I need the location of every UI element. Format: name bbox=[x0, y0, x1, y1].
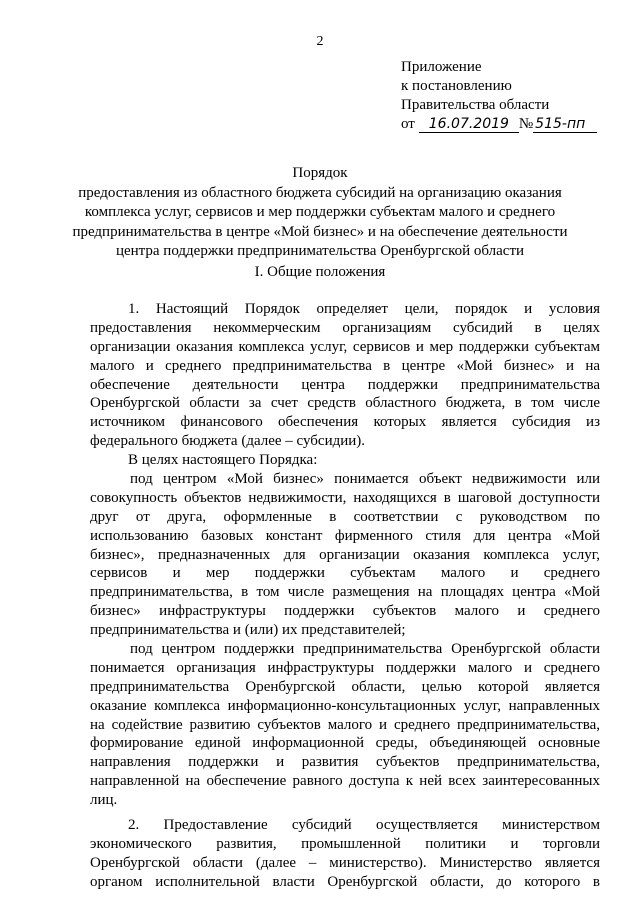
text-line: источником финансового обеспечения которых является субсидия из bbox=[90, 414, 600, 431]
paragraph-5 bbox=[90, 816, 600, 892]
section-heading: I. Общие положения bbox=[254, 264, 386, 280]
text-line: В целях настоящего Порядка: bbox=[128, 452, 318, 469]
text-line: обеспечение деятельности центра поддержки предпринимательства bbox=[90, 376, 600, 393]
title-line: центра поддержки предпринимательства Оренбургской области bbox=[115, 243, 525, 259]
text-line: 2. Предоставление субсидий осуществляется министерством bbox=[128, 817, 600, 834]
number-label: № bbox=[518, 116, 534, 132]
from-label: от bbox=[401, 116, 415, 132]
text-line: 1. Настоящий Порядок определяет цели, порядок и условия bbox=[128, 301, 600, 317]
text-line: Оренбургской области за счет средств областного бюджета, в том числе bbox=[90, 395, 600, 412]
handwritten-number: 515-пп bbox=[533, 117, 597, 133]
text-line: предпринимательства, в том числе размещения на площадях центра «Мой bbox=[90, 584, 600, 601]
title-heading: Порядок bbox=[292, 165, 348, 181]
appendix-line-1: Приложение bbox=[401, 59, 482, 75]
text-line: малого и среднего предпринимательства в центре «Мой бизнес» и на bbox=[90, 357, 600, 374]
text-line: направленной на обеспечение равного доступа к ней всех заинтересованных bbox=[90, 773, 600, 790]
document-body bbox=[90, 300, 600, 892]
appendix-line-3: Правительства области bbox=[401, 97, 550, 113]
text-line: предоставления некоммерческим организациям субсидий в целях bbox=[90, 319, 600, 336]
text-line: предпринимательства Оренбургской области, целью которой является bbox=[90, 678, 600, 695]
text-line: сервисов и мер поддержки субъектам малого и среднего bbox=[90, 565, 600, 582]
text-line: друг от друга, оформленные в соответствии с руководством по bbox=[90, 508, 600, 525]
text-line: под центром поддержки предпринимательства Оренбургской области bbox=[130, 641, 600, 658]
text-line: Оренбургской области (далее – министерство). Министерство является bbox=[90, 854, 600, 871]
text-line: оказание комплекса информационно-консультационных услуг, направленных bbox=[90, 697, 600, 714]
title-line: предпринимательства в центре «Мой бизнес» и на обеспечение деятельности bbox=[72, 223, 568, 240]
text-line: бизнес» инфраструктуры поддержки субъектов малого и среднего bbox=[90, 603, 600, 620]
appendix-line-2: к постановлению bbox=[401, 78, 512, 94]
text-line: организации оказания комплекса услуг, сервисов и мер поддержки субъектам bbox=[90, 338, 600, 355]
title-line: комплекса услуг, сервисов и мер поддержки субъектам малого и среднего bbox=[84, 204, 556, 220]
text-line: предпринимательства и (или) их представителей; bbox=[90, 622, 406, 639]
paragraph-4 bbox=[90, 640, 600, 810]
text-line: понимается организация инфраструктуры поддержки малого и среднего bbox=[90, 659, 600, 676]
handwritten-date: 16.07.2019 bbox=[419, 117, 519, 133]
text-line: органом исполнительной власти Оренбургской области, до которого в bbox=[90, 873, 600, 890]
text-line: использованию базовых констант фирменного стиля для центра «Мой bbox=[90, 527, 600, 544]
appendix-date-number-line bbox=[401, 115, 597, 134]
text-line: направления поддержки и развития субъектов предпринимательства, bbox=[90, 754, 600, 771]
text-line: формирование единой информационной среды, объединяющей основные bbox=[90, 735, 600, 752]
appendix-block bbox=[401, 58, 597, 134]
title-line: предоставления из областного бюджета субсидий на организацию оказания bbox=[78, 184, 562, 201]
paragraph-1 bbox=[90, 300, 600, 451]
text-line: совокупность объектов недвижимости, находящихся в шаговой доступности bbox=[90, 489, 600, 506]
text-line: на содействие развитию субъектов малого и среднего предпринимательства, bbox=[90, 716, 600, 733]
document-title bbox=[0, 164, 640, 262]
text-line: лиц. bbox=[90, 792, 118, 809]
paragraph-3 bbox=[90, 470, 600, 640]
page-number: 2 bbox=[316, 34, 324, 49]
text-line: бизнес», предназначенных для организации оказания комплекса услуг, bbox=[90, 546, 600, 563]
text-line: под центром «Мой бизнес» понимается объект недвижимости или bbox=[130, 471, 600, 488]
text-line: федерального бюджета (далее – субсидии). bbox=[90, 433, 366, 450]
paragraph-2 bbox=[90, 451, 600, 470]
text-line: экономического развития, промышленной политики и торговли bbox=[90, 835, 600, 852]
